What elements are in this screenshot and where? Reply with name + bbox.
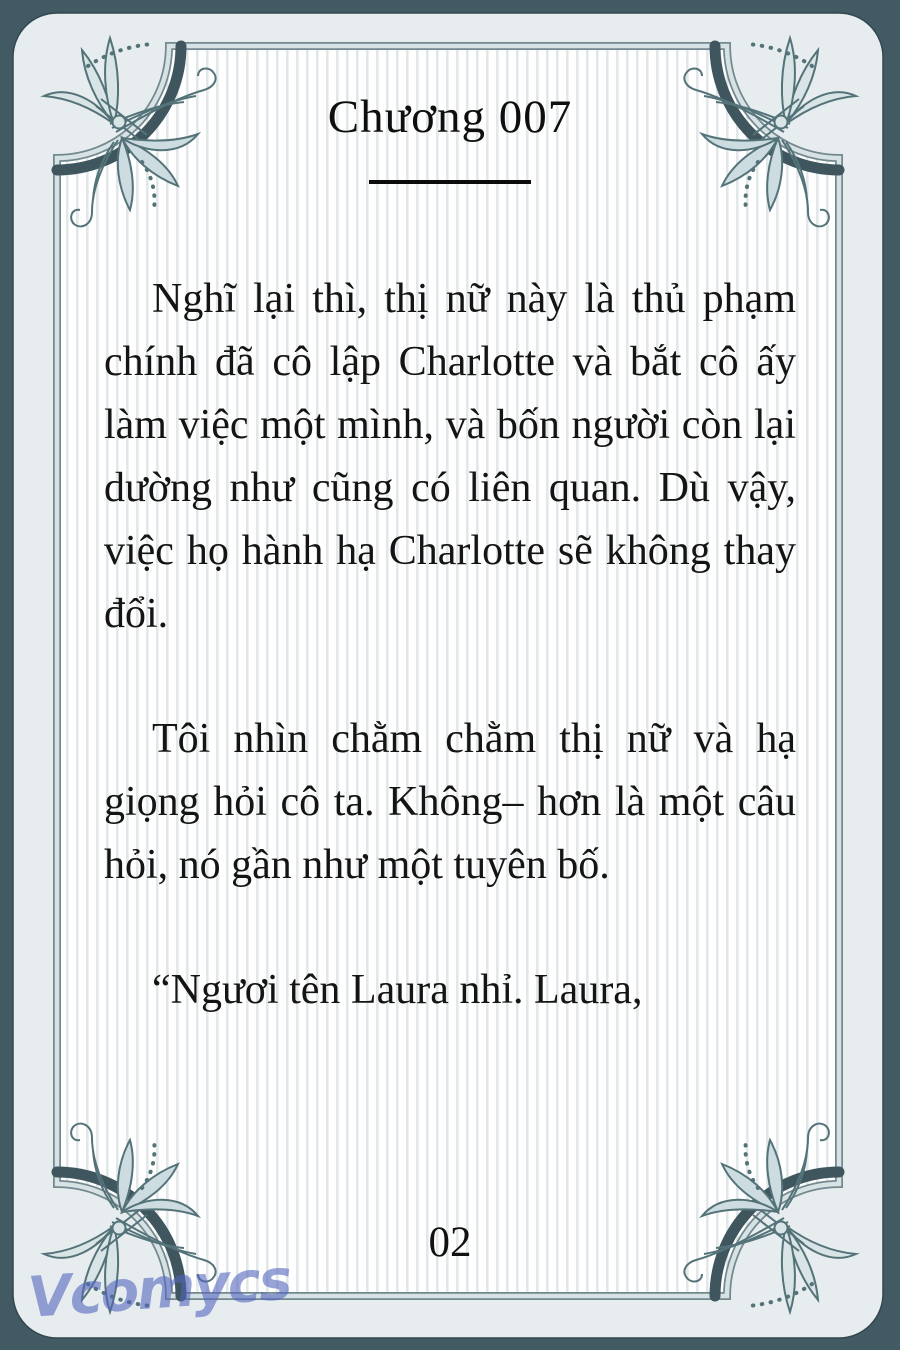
paragraph-1: Nghĩ lại thì, thị nữ này là thủ phạm chính đã cô lập Charlotte và bắt cô ấy làm việc một mình, và bốn người còn lại dường như cũng có liên quan. Dù vậy, việc họ hành hạ Charlotte sẽ không thay đổi. — [104, 276, 796, 637]
paragraph-3: “Ngươi tên Laura nhỉ. Laura, — [152, 967, 643, 1013]
paragraphs — [104, 268, 796, 1022]
page-content — [104, 88, 796, 1084]
watermark: Vcomycs — [26, 1247, 293, 1331]
paragraph-2: Tôi nhìn chằm chằm thị nữ và hạ giọng hỏi cô ta. Không– hơn là một câu hỏi, nó gần như một tuyên bố. — [104, 716, 796, 888]
page-number: 02 — [428, 1219, 472, 1266]
chapter-title: Chương 007 — [327, 91, 573, 143]
title-divider — [369, 180, 531, 184]
